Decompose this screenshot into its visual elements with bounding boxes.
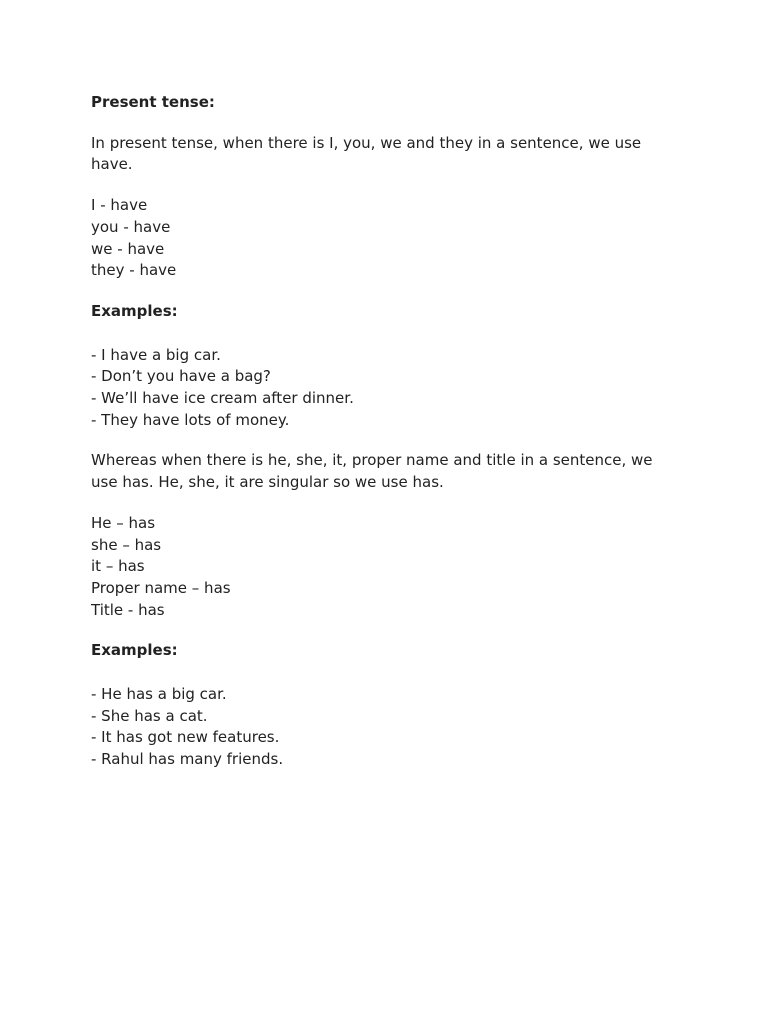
spacer	[91, 621, 681, 640]
spacer	[91, 662, 681, 684]
have-list-item: we - have	[91, 239, 165, 258]
has-list-item: it – has	[91, 557, 145, 576]
example-item: - We’ll have ice cream after dinner.	[91, 389, 354, 408]
has-examples-list	[91, 684, 681, 771]
spacer	[91, 176, 681, 195]
has-intro-paragraph: Whereas when there is he, she, it, proper name and title in a sentence, we use has. He, she, it are singular so we use has.	[91, 451, 653, 492]
have-list-item: you - have	[91, 217, 171, 236]
examples-heading: Examples:	[91, 641, 178, 660]
has-list-item: He – has	[91, 513, 156, 532]
present-tense-heading: Present tense:	[91, 93, 215, 111]
have-intro-paragraph: In present tense, when there is I, you, we and they in a sentence, we use have.	[91, 133, 642, 174]
spacer	[91, 282, 681, 301]
have-list-item: they - have	[91, 261, 177, 280]
example-item: - Rahul has many friends.	[91, 750, 284, 769]
has-list-item: Title - has	[91, 600, 165, 619]
example-item: - It has got new features.	[91, 728, 280, 747]
example-item: - They have lots of money.	[91, 410, 290, 429]
document-page	[91, 92, 681, 771]
spacer	[91, 114, 681, 133]
has-list-item: Proper name – has	[91, 578, 231, 597]
example-item: - I have a big car.	[91, 345, 221, 364]
example-item: - He has a big car.	[91, 685, 227, 704]
example-item: - She has a cat.	[91, 706, 208, 725]
have-list-item: I - have	[91, 196, 148, 215]
spacer	[91, 323, 681, 345]
has-list-item: she – has	[91, 535, 162, 554]
spacer	[91, 431, 681, 450]
example-item: - Don’t you have a bag?	[91, 367, 271, 386]
examples-heading: Examples:	[91, 301, 178, 320]
has-conjugation-list	[91, 513, 681, 622]
have-examples-list	[91, 345, 681, 432]
have-conjugation-list	[91, 195, 681, 282]
spacer	[91, 494, 681, 513]
